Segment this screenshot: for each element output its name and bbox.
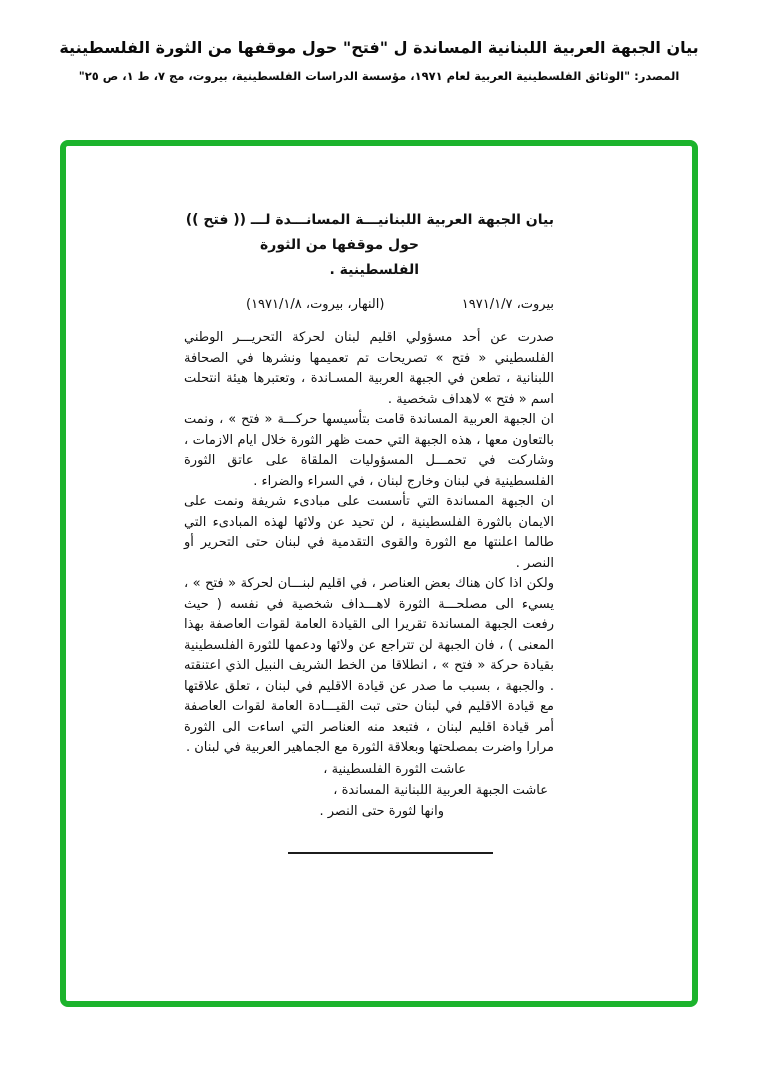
body-paragraph: ان الجبهة المساندة التي تأسست على مبادىء شريفة ونمت على الايمان بالثورة الفلسطينية ، لن تحيد عن ولائها لهذه المبادىء التي طالما اعلنتها مع الثورة والقوى التقدمية في لبنان حتى التحرير أو النصر . [184, 494, 554, 571]
end-divider [288, 852, 493, 854]
dateline-newspaper-ref: (النهار، بيروت، ١٩٧١/١/٨) [246, 297, 385, 312]
dateline [184, 295, 554, 315]
document-scan-frame [60, 140, 698, 1007]
slogan-line: عاشت الجبهة العربية اللبنانية المساندة ، [333, 782, 548, 798]
document-body [184, 146, 554, 862]
body-paragraph: ان الجبهة العربية المساندة قامت بتأسيسها حركـــة « فتح » ، ونمت بالتعاون معها ، هذه الجبهة التي حمت ظهر الثورة خلال ايام الازمات ، وشاركت في تحمـــل المسؤوليات الملقاة على عاتق الثورة الفلسطينية في لبنان وخارج لبنان ، في السراء والضراء . [184, 412, 554, 489]
document-title-line-1: بيان الجبهة العربية اللبنانيـــة المسانـــدة لـــ (( فتح )) [185, 212, 554, 228]
slogan-line: وانها لثورة حتى النصر . [319, 803, 444, 819]
body-paragraph: صدرت عن أحد مسؤولي اقليم لبنان لحركة التحريـــر الوطني الفلسطيني « فتح » تصريحات تم تعميمها ونشرها في الصحافة اللبنانية ، تطعن في الجبهة العربية المسـاندة ، وتعتبرها هيئة انتحلت اسم « فتح » لاهداف شخصية . [184, 330, 554, 407]
closing-slogans [184, 759, 554, 822]
page-title: بيان الجبهة العربية اللبنانية المساندة ل "فتح" حول موقفها من الثورة الفلسطينية [59, 38, 699, 57]
document-title [184, 208, 554, 283]
source-citation: المصدر: "الوثائق الفلسطينية العربية لعام ١٩٧١، مؤسسة الدراسات الفلسطينية، بيروت، مج ٧، ط ١، ص ٢٥" [78, 69, 680, 83]
document-title-line-2: حول موقفها من الثورة الفلسطينية . [260, 237, 419, 278]
body-paragraph: ولكن اذا كان هناك بعض العناصر ، في اقليم لبنـــان لحركة « فتح » ، يسيء الى مصلحـــة الثورة لاهـــداف شخصية في نفسه ( حيث رفعت الجبهة المساندة تقريرا الى القيادة العامة لقوات العاصفة بهذا المعنى ) ، فان الجبهة لن تتراجع عن ولائها ودعمها للثورة الفلسطينية بقيادة حركة « فتح » ، انطلاقا من الخط الشريف النبيل الذي اعتنقته . والجبهة ، بسبب ما صدر عن قيادة الاقليم في لبنان ، تعلق علاقتها مع قيادة الاقليم في لبنان حتى تبت القيـــادة العامة لقوات العاصفة أمر قيادة اقليم لبنان ، فتبعد منه العناصر التي اساءت الى الثورة مرارا واضرت بمصلحتها وبعلاقة الثورة مع الجماهير العربية في لبنان . [184, 576, 554, 755]
page-header [0, 36, 758, 84]
dateline-place-date: بيروت، ١٩٧١/١/٧ [461, 297, 554, 312]
document-paragraphs [184, 328, 554, 759]
slogan-line: عاشت الثورة الفلسطينية ، [323, 761, 466, 777]
